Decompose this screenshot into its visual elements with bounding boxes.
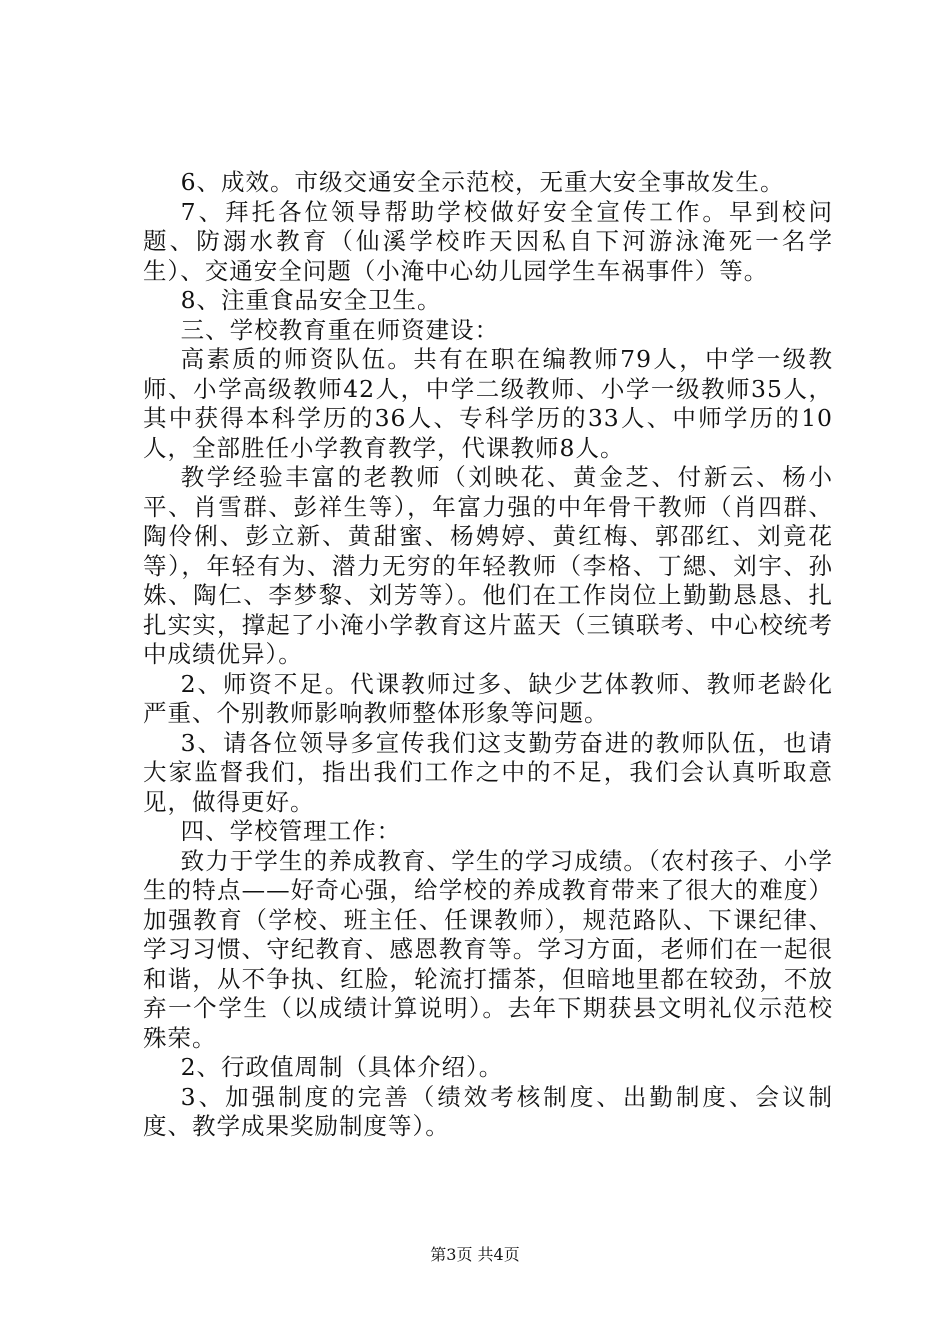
section-heading-4: 四、学校管理工作： — [180, 817, 402, 845]
paragraph-10: 致力于学生的养成教育、学生的学习成绩。（农村孩子、小学生的特点——好奇心强，给学校的养成教育带来了很大的难度）加强教育（学校、班主任、任课教师），规范路队、下课纪律、学习习惯、守纪教育、感恩教育等。学习方面，老师们在一起很和谐，从不争执、红脸，轮流打擂茶，但暗地里都在较劲，不放弃一个学生（以成绩计算说明）。去年下期获县文明礼仪示范校殊荣。 — [143, 846, 833, 1052]
document-body — [143, 168, 833, 1142]
paragraph-7: 2、师资不足。代课教师过多、缺少艺体教师、教师老龄化严重、个别教师影响教师整体形象等问题。 — [143, 669, 833, 727]
paragraph-3: 8、注重食品安全卫生。 — [180, 286, 442, 314]
paragraph-11: 2、行政值周制（具体介绍）。 — [180, 1053, 504, 1081]
paragraph-1: 6、成效。市级交通安全示范校，无重大安全事故发生。 — [180, 168, 785, 196]
paragraph-5: 高素质的师资队伍。共有在职在编教师79人，中学一级教师、小学高级教师42人，中学二级教师、小学一级教师35人，其中获得本科学历的36人、专科学历的33人、中师学历的10人，全部胜任小学教育教学，代课教师8人。 — [143, 345, 833, 462]
paragraph-2: 7、拜托各位领导帮助学校做好安全宣传工作。早到校问题、防溺水教育（仙溪学校昨天因私自下河游泳淹死一名学生）、交通安全问题（小淹中心幼儿园学生车祸事件）等。 — [143, 197, 833, 285]
page-footer: 第3页 共4页 — [430, 1245, 520, 1264]
section-heading-3: 三、学校教育重在师资建设： — [180, 315, 500, 344]
paragraph-8: 3、请各位领导多宣传我们这支勤劳奋进的教师队伍，也请大家监督我们，指出我们工作之中的不足，我们会认真听取意见，做得更好。 — [143, 728, 833, 816]
paragraph-6: 教学经验丰富的老教师（刘映花、黄金芝、付新云、杨小平、肖雪群、彭祥生等），年富力强的中年骨干教师（肖四群、陶伶俐、彭立新、黄甜蜜、杨娉婷、黄红梅、郭邵红、刘竟花等），年轻有为、潜力无穷的年轻教师（李格、丁緦、刘宇、孙姝、陶仁、李梦黎、刘芳等）。他们在工作岗位上勤勤恳恳、扎扎实实，撑起了小淹小学教育这片蓝天（三镇联考、中心校统考中成绩优异）。 — [143, 463, 833, 668]
paragraph-12: 3、加强制度的完善（绩效考核制度、出勤制度、会议制度、教学成果奖励制度等）。 — [143, 1082, 833, 1140]
